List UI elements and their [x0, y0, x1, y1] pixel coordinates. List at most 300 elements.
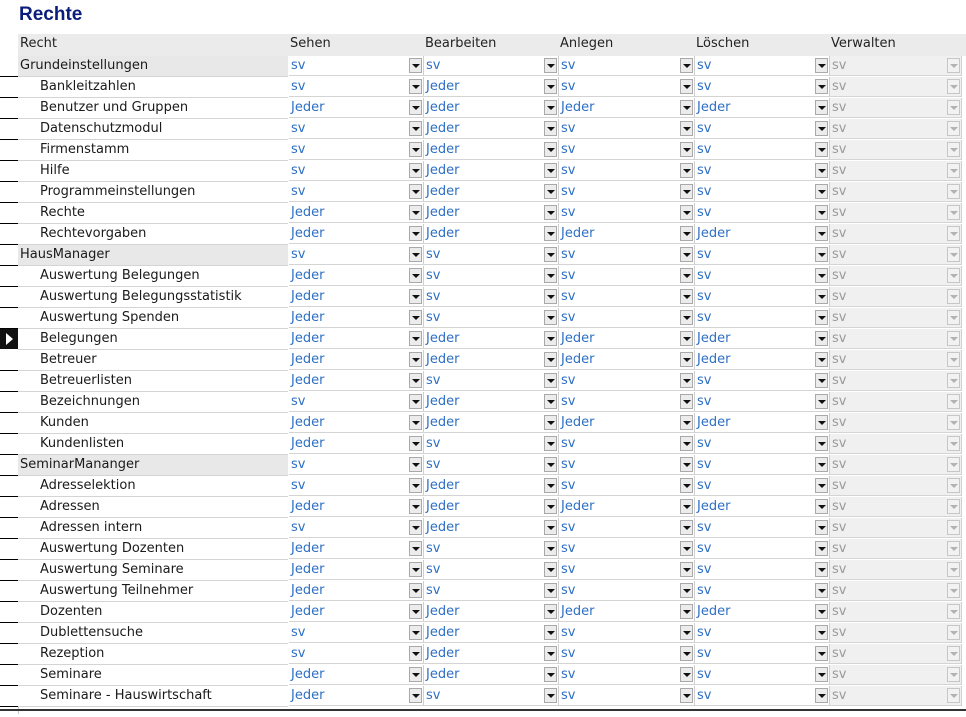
dropdown-arrow-icon[interactable] [680, 79, 693, 94]
bearbeiten-select[interactable] [424, 602, 559, 622]
anlegen-select[interactable] [559, 644, 695, 664]
dropdown-arrow-icon[interactable] [544, 163, 557, 178]
bearbeiten-select[interactable] [424, 413, 559, 433]
bearbeiten-select[interactable] [424, 350, 559, 370]
anlegen-select[interactable] [559, 476, 695, 496]
dropdown-arrow-icon[interactable] [544, 226, 557, 241]
dropdown-arrow-icon[interactable] [680, 562, 693, 577]
dropdown-arrow-icon[interactable] [815, 100, 828, 115]
loeschen-select[interactable] [695, 581, 830, 601]
loeschen-select[interactable] [695, 560, 830, 580]
dropdown-arrow-icon[interactable] [409, 184, 422, 199]
sehen-select[interactable] [289, 539, 424, 559]
bearbeiten-select[interactable] [424, 77, 559, 97]
loeschen-select[interactable] [695, 182, 830, 202]
dropdown-arrow-icon[interactable] [409, 352, 422, 367]
loeschen-select[interactable] [695, 413, 830, 433]
dropdown-arrow-icon[interactable] [815, 604, 828, 619]
sehen-select[interactable] [289, 140, 424, 160]
loeschen-select[interactable] [695, 665, 830, 685]
anlegen-select[interactable] [559, 56, 695, 76]
anlegen-select[interactable] [559, 686, 695, 706]
table-row[interactable] [0, 581, 966, 602]
dropdown-arrow-icon[interactable] [815, 142, 828, 157]
loeschen-select[interactable] [695, 266, 830, 286]
bearbeiten-select[interactable] [424, 434, 559, 454]
bearbeiten-select[interactable] [424, 308, 559, 328]
verwalten-select [830, 602, 962, 622]
loeschen-select[interactable] [695, 161, 830, 181]
dropdown-arrow-icon[interactable] [409, 100, 422, 115]
anlegen-select[interactable] [559, 161, 695, 181]
dropdown-arrow-icon[interactable] [544, 562, 557, 577]
table-row[interactable] [0, 224, 966, 245]
sehen-select[interactable] [289, 623, 424, 643]
bearbeiten-select[interactable] [424, 455, 559, 475]
table-row[interactable] [0, 308, 966, 329]
dropdown-arrow-icon[interactable] [815, 688, 828, 703]
loeschen-select[interactable] [695, 623, 830, 643]
bearbeiten-select[interactable] [424, 224, 559, 244]
dropdown-arrow-icon[interactable] [680, 100, 693, 115]
bearbeiten-select[interactable] [424, 581, 559, 601]
dropdown-arrow-icon[interactable] [409, 415, 422, 430]
dropdown-arrow-icon[interactable] [409, 310, 422, 325]
sehen-select[interactable] [289, 350, 424, 370]
dropdown-arrow-icon[interactable] [815, 478, 828, 493]
sehen-select[interactable] [289, 203, 424, 223]
col-header-bearbeiten[interactable]: Bearbeiten [425, 36, 497, 51]
table-row[interactable] [0, 518, 966, 539]
table-row[interactable] [0, 476, 966, 497]
table-row[interactable] [0, 686, 966, 707]
table-row[interactable] [0, 161, 966, 182]
dropdown-arrow-icon[interactable] [544, 667, 557, 682]
dropdown-arrow-icon[interactable] [544, 58, 557, 73]
dropdown-arrow-icon[interactable] [680, 58, 693, 73]
dropdown-arrow-icon[interactable] [544, 583, 557, 598]
anlegen-select[interactable] [559, 560, 695, 580]
dropdown-arrow-icon[interactable] [815, 121, 828, 136]
dropdown-arrow-icon[interactable] [815, 184, 828, 199]
sehen-select[interactable] [289, 371, 424, 391]
dropdown-arrow-icon[interactable] [544, 520, 557, 535]
group-row[interactable] [0, 455, 966, 476]
anlegen-select[interactable] [559, 245, 695, 265]
dropdown-arrow-icon[interactable] [680, 499, 693, 514]
sehen-select[interactable] [289, 665, 424, 685]
dropdown-arrow-icon[interactable] [680, 604, 693, 619]
loeschen-select[interactable] [695, 371, 830, 391]
dropdown-arrow-icon[interactable] [815, 436, 828, 451]
loeschen-value: Jeder [697, 100, 731, 115]
dropdown-arrow-icon[interactable] [680, 688, 693, 703]
dropdown-arrow-icon[interactable] [409, 121, 422, 136]
bearbeiten-select[interactable] [424, 203, 559, 223]
dropdown-arrow-icon[interactable] [544, 415, 557, 430]
sehen-select[interactable] [289, 392, 424, 412]
sehen-select[interactable] [289, 497, 424, 517]
sehen-select[interactable] [289, 224, 424, 244]
dropdown-arrow-icon[interactable] [409, 142, 422, 157]
table-row[interactable] [0, 182, 966, 203]
dropdown-arrow-icon[interactable] [409, 226, 422, 241]
sehen-select[interactable] [289, 434, 424, 454]
bearbeiten-select[interactable] [424, 329, 559, 349]
anlegen-select[interactable] [559, 98, 695, 118]
dropdown-arrow-icon[interactable] [680, 247, 693, 262]
anlegen-select[interactable] [559, 350, 695, 370]
anlegen-select[interactable] [559, 602, 695, 622]
sehen-select[interactable] [289, 56, 424, 76]
dropdown-arrow-icon[interactable] [544, 100, 557, 115]
loeschen-select[interactable] [695, 224, 830, 244]
anlegen-select[interactable] [559, 287, 695, 307]
verwalten-value: sv [832, 142, 847, 157]
dropdown-arrow-icon[interactable] [680, 478, 693, 493]
dropdown-arrow-icon[interactable] [409, 247, 422, 262]
table-row[interactable] [0, 434, 966, 455]
bearbeiten-select[interactable] [424, 245, 559, 265]
dropdown-arrow-icon[interactable] [544, 121, 557, 136]
col-header-verwalten[interactable]: Verwalten [831, 36, 896, 51]
table-row[interactable] [0, 119, 966, 140]
dropdown-arrow-icon[interactable] [544, 646, 557, 661]
loeschen-select[interactable] [695, 455, 830, 475]
sehen-select[interactable] [289, 602, 424, 622]
dropdown-arrow-icon[interactable] [815, 373, 828, 388]
anlegen-select[interactable] [559, 497, 695, 517]
dropdown-arrow-icon[interactable] [815, 583, 828, 598]
row-selector[interactable] [0, 706, 18, 707]
dropdown-arrow-icon[interactable] [409, 667, 422, 682]
dropdown-arrow-icon[interactable] [815, 646, 828, 661]
dropdown-arrow-icon[interactable] [815, 625, 828, 640]
anlegen-value: sv [561, 184, 576, 199]
table-row[interactable] [0, 623, 966, 644]
table-row[interactable] [0, 329, 966, 350]
loeschen-select[interactable] [695, 98, 830, 118]
dropdown-arrow-icon[interactable] [680, 436, 693, 451]
anlegen-select[interactable] [559, 539, 695, 559]
table-row[interactable] [0, 602, 966, 623]
dropdown-arrow-icon[interactable] [815, 58, 828, 73]
table-row[interactable] [0, 392, 966, 413]
dropdown-arrow-icon[interactable] [544, 541, 557, 556]
loeschen-select[interactable] [695, 434, 830, 454]
dropdown-arrow-icon[interactable] [680, 226, 693, 241]
loeschen-select[interactable] [695, 518, 830, 538]
dropdown-arrow-icon[interactable] [544, 373, 557, 388]
dropdown-arrow-icon[interactable] [680, 121, 693, 136]
dropdown-arrow-icon[interactable] [409, 625, 422, 640]
sehen-select[interactable] [289, 119, 424, 139]
dropdown-arrow-icon[interactable] [409, 646, 422, 661]
anlegen-select[interactable] [559, 119, 695, 139]
sehen-select[interactable] [289, 182, 424, 202]
dropdown-arrow-icon[interactable] [544, 205, 557, 220]
dropdown-arrow-icon[interactable] [815, 394, 828, 409]
anlegen-select[interactable] [559, 518, 695, 538]
dropdown-arrow-icon[interactable] [409, 163, 422, 178]
permission-name: Auswertung Seminare [18, 560, 288, 581]
sehen-select[interactable] [289, 581, 424, 601]
permission-name: Auswertung Teilnehmer [18, 581, 288, 602]
sehen-select[interactable] [289, 287, 424, 307]
dropdown-arrow-icon[interactable] [680, 520, 693, 535]
dropdown-arrow-icon[interactable] [544, 331, 557, 346]
loeschen-select[interactable] [695, 329, 830, 349]
dropdown-arrow-icon[interactable] [815, 499, 828, 514]
loeschen-select[interactable] [695, 497, 830, 517]
sehen-select[interactable] [289, 161, 424, 181]
sehen-select[interactable] [289, 413, 424, 433]
dropdown-arrow-icon[interactable] [544, 247, 557, 262]
table-row[interactable] [0, 371, 966, 392]
dropdown-arrow-icon[interactable] [815, 520, 828, 535]
dropdown-arrow-icon[interactable] [680, 415, 693, 430]
anlegen-select[interactable] [559, 434, 695, 454]
dropdown-arrow-icon[interactable] [544, 268, 557, 283]
group-name: Grundeinstellungen [18, 56, 288, 77]
loeschen-select[interactable] [695, 140, 830, 160]
sehen-select[interactable] [289, 476, 424, 496]
dropdown-arrow-icon[interactable] [680, 268, 693, 283]
col-header-anlegen[interactable]: Anlegen [560, 36, 614, 51]
bearbeiten-select[interactable] [424, 287, 559, 307]
anlegen-select[interactable] [559, 224, 695, 244]
anlegen-select[interactable] [559, 371, 695, 391]
dropdown-arrow-icon[interactable] [680, 184, 693, 199]
bearbeiten-select[interactable] [424, 98, 559, 118]
sehen-select[interactable] [289, 266, 424, 286]
anlegen-value: Jeder [561, 352, 595, 367]
col-header-sehen[interactable]: Sehen [290, 36, 331, 51]
anlegen-value: sv [561, 457, 576, 472]
dropdown-arrow-icon[interactable] [815, 268, 828, 283]
dropdown-arrow-icon[interactable] [680, 394, 693, 409]
sehen-select[interactable] [289, 560, 424, 580]
dropdown-arrow-icon[interactable] [544, 499, 557, 514]
dropdown-arrow-icon[interactable] [815, 226, 828, 241]
bearbeiten-select[interactable] [424, 518, 559, 538]
dropdown-arrow-icon[interactable] [409, 541, 422, 556]
dropdown-arrow-icon[interactable] [680, 163, 693, 178]
dropdown-arrow-icon[interactable] [680, 457, 693, 472]
col-header-loeschen[interactable]: Löschen [696, 36, 750, 51]
bearbeiten-select[interactable] [424, 623, 559, 643]
sehen-select[interactable] [289, 77, 424, 97]
sehen-select[interactable] [289, 98, 424, 118]
dropdown-arrow-icon[interactable] [409, 58, 422, 73]
loeschen-select[interactable] [695, 119, 830, 139]
dropdown-arrow-icon[interactable] [680, 205, 693, 220]
dropdown-arrow-icon[interactable] [815, 79, 828, 94]
dropdown-arrow-icon[interactable] [815, 352, 828, 367]
verwalten-select [830, 392, 962, 412]
anlegen-select[interactable] [559, 308, 695, 328]
dropdown-arrow-icon[interactable] [680, 667, 693, 682]
dropdown-arrow-icon[interactable] [544, 289, 557, 304]
dropdown-arrow-icon[interactable] [409, 79, 422, 94]
anlegen-select[interactable] [559, 581, 695, 601]
col-header-recht[interactable]: Recht [20, 36, 57, 51]
bearbeiten-select[interactable] [424, 560, 559, 580]
bearbeiten-select[interactable] [424, 665, 559, 685]
dropdown-arrow-icon[interactable] [409, 562, 422, 577]
loeschen-select[interactable] [695, 308, 830, 328]
dropdown-arrow-icon[interactable] [680, 289, 693, 304]
loeschen-select[interactable] [695, 56, 830, 76]
sehen-select[interactable] [289, 455, 424, 475]
dropdown-arrow-icon[interactable] [544, 142, 557, 157]
dropdown-arrow-icon[interactable] [544, 436, 557, 451]
dropdown-arrow-icon[interactable] [409, 688, 422, 703]
verwalten-select [830, 686, 962, 706]
table-row[interactable] [0, 266, 966, 287]
anlegen-value: sv [561, 625, 576, 640]
dropdown-arrow-icon[interactable] [815, 205, 828, 220]
dropdown-arrow-icon[interactable] [409, 499, 422, 514]
dropdown-arrow-icon[interactable] [680, 625, 693, 640]
dropdown-arrow-icon[interactable] [544, 625, 557, 640]
dropdown-arrow-icon[interactable] [409, 520, 422, 535]
sehen-select[interactable] [289, 308, 424, 328]
dropdown-arrow-icon[interactable] [815, 541, 828, 556]
dropdown-arrow-icon[interactable] [815, 289, 828, 304]
bearbeiten-select[interactable] [424, 644, 559, 664]
table-row[interactable] [0, 539, 966, 560]
bearbeiten-select[interactable] [424, 476, 559, 496]
anlegen-select[interactable] [559, 266, 695, 286]
dropdown-arrow-icon[interactable] [409, 583, 422, 598]
bearbeiten-select[interactable] [424, 119, 559, 139]
table-row[interactable] [0, 77, 966, 98]
dropdown-arrow-icon[interactable] [544, 310, 557, 325]
sehen-select[interactable] [289, 329, 424, 349]
table-row[interactable] [0, 350, 966, 371]
bearbeiten-select[interactable] [424, 539, 559, 559]
anlegen-select[interactable] [559, 329, 695, 349]
sehen-select[interactable] [289, 686, 424, 706]
dropdown-arrow-icon[interactable] [815, 331, 828, 346]
dropdown-arrow-icon[interactable] [544, 478, 557, 493]
dropdown-arrow-icon[interactable] [409, 205, 422, 220]
bearbeiten-select[interactable] [424, 161, 559, 181]
table-row[interactable] [0, 413, 966, 434]
table-row[interactable] [0, 287, 966, 308]
group-row[interactable] [0, 56, 966, 77]
anlegen-select[interactable] [559, 665, 695, 685]
dropdown-arrow-icon[interactable] [815, 415, 828, 430]
loeschen-select[interactable] [695, 644, 830, 664]
dropdown-arrow-icon[interactable] [409, 604, 422, 619]
bearbeiten-select[interactable] [424, 392, 559, 412]
table-row[interactable] [0, 560, 966, 581]
table-row[interactable] [0, 665, 966, 686]
loeschen-select[interactable] [695, 686, 830, 706]
sehen-select[interactable] [289, 245, 424, 265]
dropdown-arrow-icon[interactable] [680, 310, 693, 325]
dropdown-arrow-icon[interactable] [544, 352, 557, 367]
dropdown-arrow-icon[interactable] [409, 457, 422, 472]
bearbeiten-select[interactable] [424, 686, 559, 706]
dropdown-arrow-icon[interactable] [409, 268, 422, 283]
dropdown-arrow-icon[interactable] [680, 373, 693, 388]
anlegen-value: Jeder [561, 415, 595, 430]
anlegen-select[interactable] [559, 182, 695, 202]
dropdown-arrow-icon[interactable] [815, 562, 828, 577]
table-row[interactable] [0, 203, 966, 224]
bearbeiten-select[interactable] [424, 182, 559, 202]
dropdown-arrow-icon[interactable] [680, 331, 693, 346]
loeschen-select[interactable] [695, 77, 830, 97]
bearbeiten-select[interactable] [424, 140, 559, 160]
loeschen-select[interactable] [695, 203, 830, 223]
anlegen-select[interactable] [559, 203, 695, 223]
table-row[interactable] [0, 98, 966, 119]
dropdown-arrow-icon[interactable] [544, 184, 557, 199]
anlegen-value: sv [561, 478, 576, 493]
loeschen-select[interactable] [695, 602, 830, 622]
dropdown-arrow-icon[interactable] [680, 541, 693, 556]
loeschen-select[interactable] [695, 287, 830, 307]
loeschen-select[interactable] [695, 539, 830, 559]
anlegen-select[interactable] [559, 140, 695, 160]
loeschen-select[interactable] [695, 350, 830, 370]
dropdown-arrow-icon[interactable] [409, 478, 422, 493]
group-row[interactable] [0, 245, 966, 266]
dropdown-arrow-icon[interactable] [815, 247, 828, 262]
dropdown-arrow-icon[interactable] [680, 352, 693, 367]
dropdown-arrow-icon[interactable] [815, 310, 828, 325]
anlegen-select[interactable] [559, 413, 695, 433]
dropdown-arrow-icon[interactable] [409, 373, 422, 388]
loeschen-select[interactable] [695, 392, 830, 412]
dropdown-arrow-icon[interactable] [409, 331, 422, 346]
dropdown-arrow-icon[interactable] [544, 79, 557, 94]
table-row[interactable] [0, 140, 966, 161]
dropdown-arrow-icon[interactable] [680, 583, 693, 598]
sehen-select[interactable] [289, 644, 424, 664]
dropdown-arrow-icon[interactable] [680, 142, 693, 157]
loeschen-select[interactable] [695, 245, 830, 265]
anlegen-select[interactable] [559, 392, 695, 412]
dropdown-arrow-icon[interactable] [409, 394, 422, 409]
dropdown-arrow-icon[interactable] [815, 457, 828, 472]
anlegen-select[interactable] [559, 455, 695, 475]
table-row[interactable] [0, 497, 966, 518]
dropdown-arrow-icon[interactable] [544, 457, 557, 472]
dropdown-arrow-icon[interactable] [680, 646, 693, 661]
sehen-select[interactable] [289, 518, 424, 538]
loeschen-select[interactable] [695, 476, 830, 496]
bearbeiten-select[interactable] [424, 266, 559, 286]
dropdown-arrow-icon[interactable] [815, 163, 828, 178]
dropdown-arrow-icon[interactable] [544, 688, 557, 703]
dropdown-arrow-icon[interactable] [544, 604, 557, 619]
table-row[interactable] [0, 644, 966, 665]
dropdown-arrow-icon[interactable] [544, 394, 557, 409]
dropdown-arrow-icon[interactable] [409, 289, 422, 304]
bearbeiten-select[interactable] [424, 56, 559, 76]
anlegen-select[interactable] [559, 77, 695, 97]
bearbeiten-select[interactable] [424, 371, 559, 391]
dropdown-arrow-icon[interactable] [815, 667, 828, 682]
bearbeiten-select[interactable] [424, 497, 559, 517]
dropdown-arrow-icon[interactable] [409, 436, 422, 451]
anlegen-select[interactable] [559, 623, 695, 643]
